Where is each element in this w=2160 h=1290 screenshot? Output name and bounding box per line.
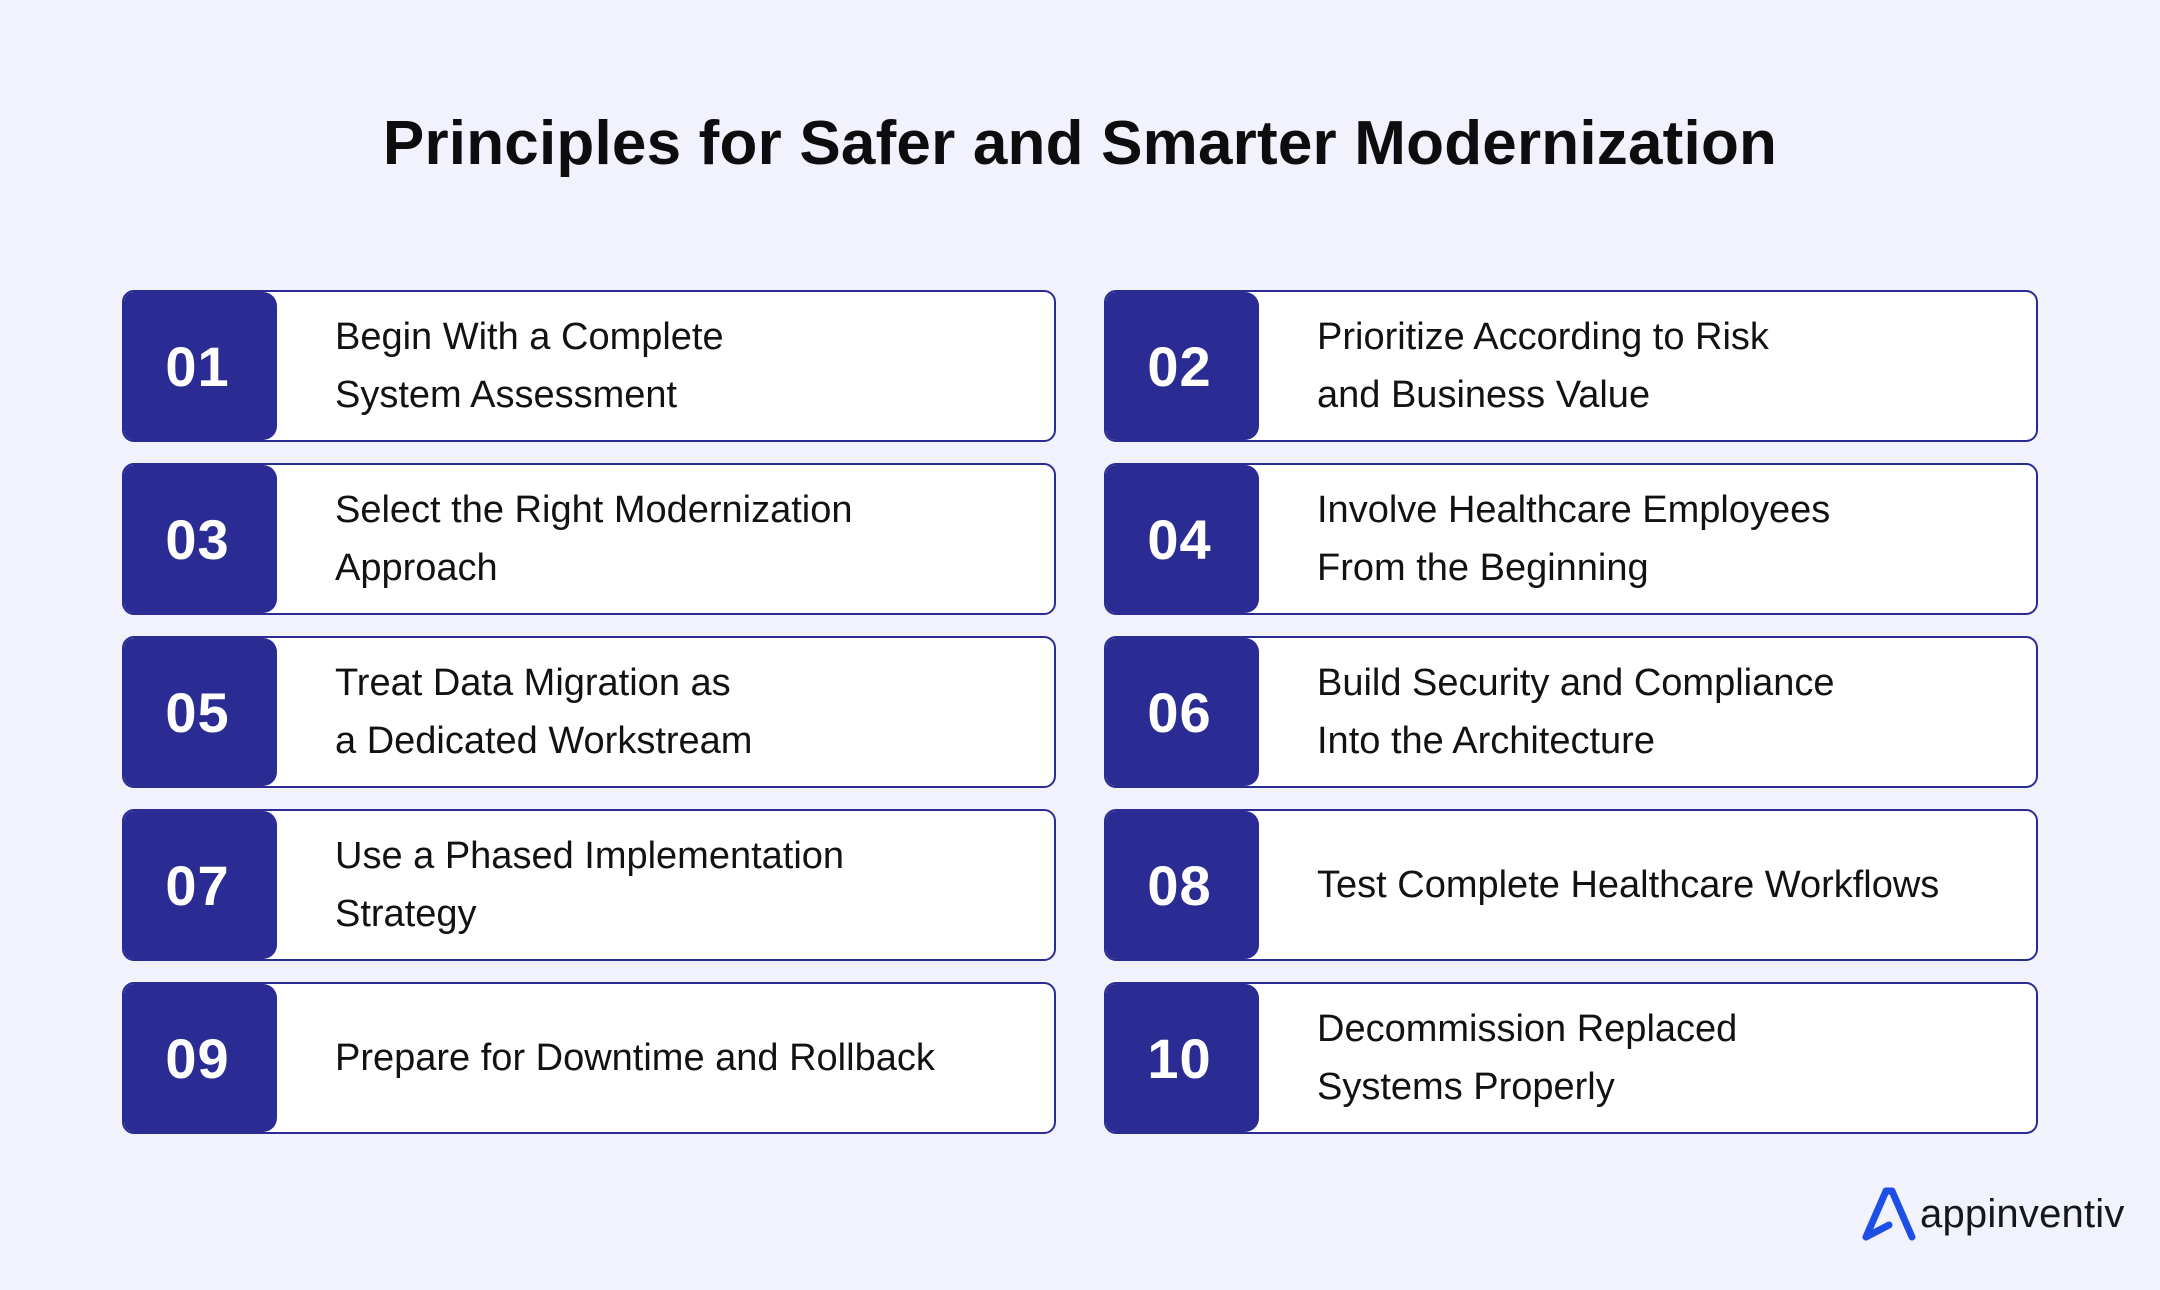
principle-line-2: Approach (335, 547, 498, 589)
principle-number: 08 (1106, 811, 1259, 959)
principle-number: 10 (1106, 984, 1259, 1132)
principle-text (1259, 984, 2036, 1132)
principles-grid (122, 290, 2038, 1134)
principle-card-10 (1104, 982, 2038, 1134)
principle-line-1: Decommission Replaced (1317, 1008, 1738, 1050)
principle-line-2: and Business Value (1317, 374, 1651, 416)
principle-line-1: Use a Phased Implementation (335, 835, 845, 877)
principle-text (1259, 292, 2036, 440)
principle-line-2: Into the Architecture (1317, 720, 1655, 762)
principle-line-1: Build Security and Compliance (1317, 662, 1835, 704)
principle-card-08 (1104, 809, 2038, 961)
principle-number: 03 (124, 465, 277, 613)
principle-line-2: Strategy (335, 893, 477, 935)
principle-text (277, 984, 1054, 1132)
brand-logo (1862, 1184, 2125, 1244)
principle-line-1: Select the Right Modernization (335, 489, 853, 531)
principle-card-06 (1104, 636, 2038, 788)
principle-line-1: Test Complete Healthcare Workflows (1317, 864, 1940, 906)
principle-number: 04 (1106, 465, 1259, 613)
principle-number: 09 (124, 984, 277, 1132)
principle-card-05 (122, 636, 1056, 788)
principle-line-1: Begin With a Complete (335, 316, 724, 358)
principle-line-2: Systems Properly (1317, 1066, 1615, 1108)
principle-line-1: Treat Data Migration as (335, 662, 731, 704)
principle-line-1: Prioritize According to Risk (1317, 316, 1769, 358)
principle-text (277, 465, 1054, 613)
principle-number: 06 (1106, 638, 1259, 786)
principle-text (277, 292, 1054, 440)
principle-number: 07 (124, 811, 277, 959)
principle-line-1: Involve Healthcare Employees (1317, 489, 1831, 531)
principle-line-2: From the Beginning (1317, 547, 1649, 589)
principle-card-03 (122, 463, 1056, 615)
principle-card-01 (122, 290, 1056, 442)
principle-number: 01 (124, 292, 277, 440)
principle-line-2: System Assessment (335, 374, 678, 416)
principle-card-04 (1104, 463, 2038, 615)
page-title: Principles for Safer and Smarter Modernization (382, 109, 1778, 178)
principle-line-1: Prepare for Downtime and Rollback (335, 1037, 935, 1079)
principle-card-02 (1104, 290, 2038, 442)
principle-text (1259, 638, 2036, 786)
principle-line-2: a Dedicated Workstream (335, 720, 753, 762)
principle-number: 02 (1106, 292, 1259, 440)
principle-text (1259, 811, 2036, 959)
principle-text (277, 811, 1054, 959)
appinventiv-a-icon (1862, 1185, 1916, 1243)
principle-text (1259, 465, 2036, 613)
principle-number: 05 (124, 638, 277, 786)
principle-text (277, 638, 1054, 786)
principle-card-09 (122, 982, 1056, 1134)
brand-logo-text: appinventiv (1920, 1191, 2125, 1236)
principle-card-07 (122, 809, 1056, 961)
